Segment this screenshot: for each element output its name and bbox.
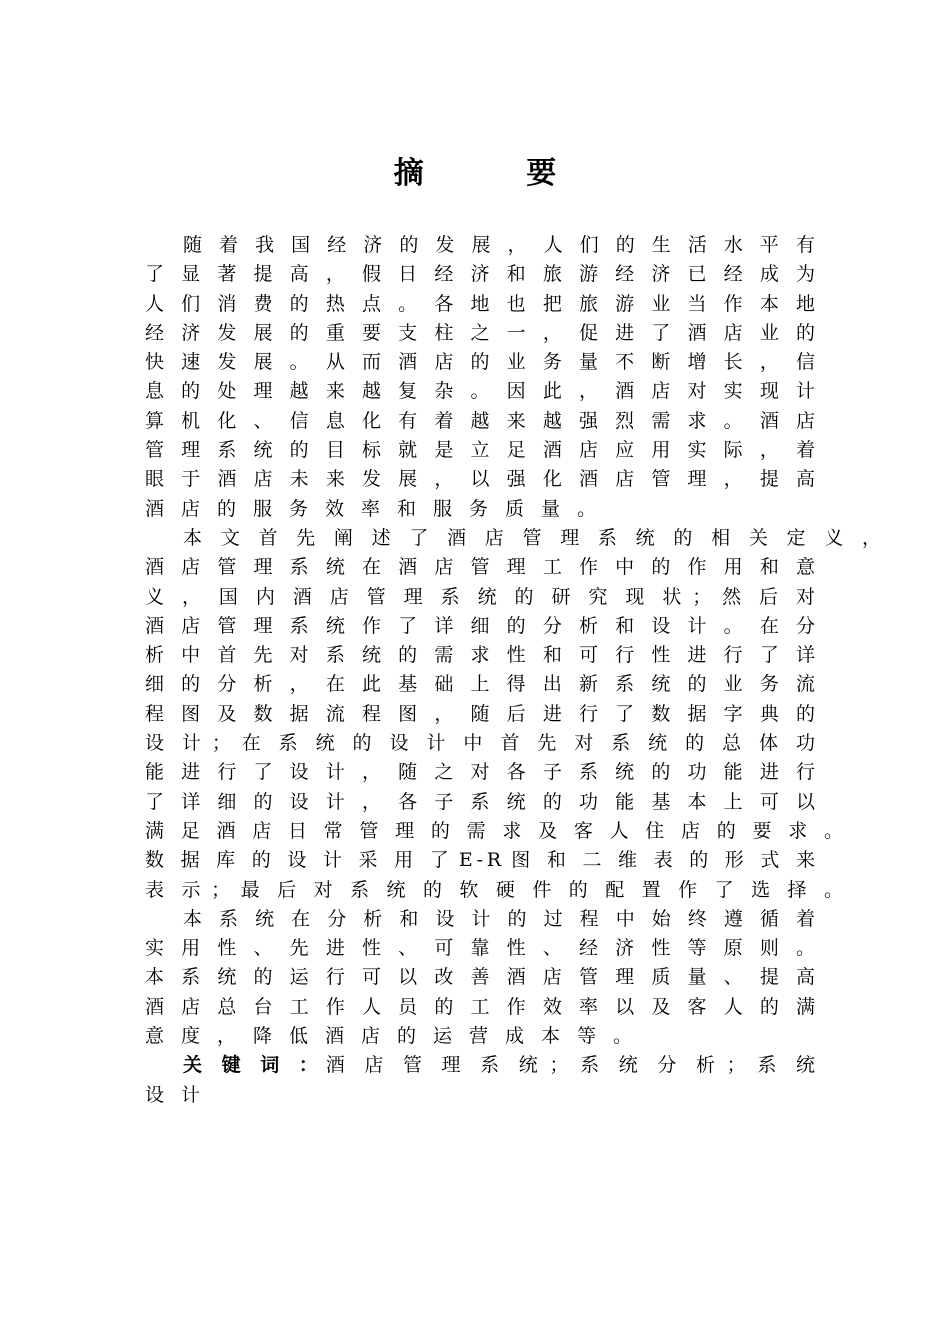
- text-line: 设 计 ； 在 系 统 的 设 计 中 首 先 对 系 统 的 总 体 功: [145, 732, 815, 755]
- text-line: 酒 店 管 理 系 统 在 酒 店 管 理 工 作 中 的 作 用 和 意: [145, 556, 815, 579]
- abstract-paragraph-2: [145, 524, 881, 905]
- text-line: 了 详 细 的 设 计 ， 各 子 系 统 的 功 能 基 本 上 可 以: [145, 790, 815, 813]
- text-line: 能 进 行 了 设 计 ， 随 之 对 各 子 系 统 的 功 能 进 行: [145, 761, 815, 784]
- text-line: 酒 店 总 台 工 作 人 员 的 工 作 效 率 以 及 客 人 的 满: [145, 995, 815, 1018]
- text-line: 了 显 著 提 高 ， 假 日 经 济 和 旅 游 经 济 已 经 成 为: [145, 263, 815, 286]
- text-line: 细 的 分 析 ， 在 此 基 础 上 得 出 新 系 统 的 业 务 流: [145, 673, 815, 696]
- text-line: 本 系 统 的 运 行 可 以 改 善 酒 店 管 理 质 量 、 提 高: [145, 966, 815, 989]
- text-line: 酒 店 管 理 系 统 作 了 详 细 的 分 析 和 设 计 。 在 分: [145, 614, 815, 637]
- text-line: 实 用 性 、 先 进 性 、 可 靠 性 、 经 济 性 等 原 则 。: [145, 937, 815, 960]
- text-line: 本 系 统 在 分 析 和 设 计 的 过 程 中 始 终 遵 循 着: [183, 907, 815, 930]
- text-line: 数 据 库 的 设 计 采 用 了 E - R 图 和 二 维 表 的 形 式 来: [145, 849, 815, 872]
- text-line: 随 着 我 国 经 济 的 发 展 ， 人 们 的 生 活 水 平 有: [183, 234, 815, 256]
- text-line: 人 们 消 费 的 热 点 。 各 地 也 把 旅 游 业 当 作 本 地: [145, 292, 815, 315]
- text-line: 算 机 化 、 信 息 化 有 着 越 来 越 强 烈 需 求 。 酒 店: [145, 409, 815, 432]
- text-line: 析 中 首 先 对 系 统 的 需 求 性 和 可 行 性 进 行 了 详: [145, 644, 815, 667]
- abstract-paragraph-1: [145, 231, 815, 524]
- text-line: 酒店的服务效率和服务质量。: [145, 497, 614, 520]
- text-line: 义 ， 国 内 酒 店 管 理 系 统 的 研 究 现 状 ； 然 后 对: [145, 585, 815, 608]
- text-line: 眼 于 酒 店 未 来 发 展 ， 以 强 化 酒 店 管 理 ， 提 高: [145, 468, 815, 491]
- text-line: 本 文 首 先 阐 述 了 酒 店 管 理 系 统 的 相 关 定 义 ，: [183, 526, 881, 549]
- keywords-text: 酒 店 管 理 系 统 ； 系 统 分 析 ； 系 统: [325, 1054, 815, 1077]
- text-line: 满 足 酒 店 日 常 管 理 的 需 求 及 客 人 住 店 的 要 求 。: [145, 819, 843, 842]
- text-line: 表 示 ； 最 后 对 系 统 的 软 硬 件 的 配 置 作 了 选 择 。: [145, 878, 843, 901]
- text-line: 经 济 发 展 的 重 要 支 柱 之 一 ， 促 进 了 酒 店 业 的: [145, 321, 815, 344]
- keywords-line-continued: 设计: [145, 1083, 218, 1106]
- text-line: 程 图 及 数 据 流 程 图 ， 随 后 进 行 了 数 据 字 典 的: [145, 702, 815, 725]
- text-line: 息 的 处 理 越 来 越 复 杂 。 因 此 ， 酒 店 对 实 现 计: [145, 380, 815, 403]
- abstract-paragraph-3: [145, 905, 815, 1051]
- keywords-line: [145, 1051, 815, 1080]
- keywords-section: [145, 1051, 815, 1110]
- text-line: 快 速 发 展 。 从 而 酒 店 的 业 务 量 不 断 增 长 ， 信: [145, 351, 815, 374]
- text-line: 意度，降低酒店的运营成本等。: [145, 1025, 650, 1048]
- page-title: 摘 要: [393, 156, 603, 191]
- keywords-label: 关 键 词 ：: [183, 1054, 326, 1077]
- abstract-body: [145, 231, 881, 1110]
- text-line: 管 理 系 统 的 目 标 就 是 立 足 酒 店 应 用 实 际 ， 着: [145, 439, 815, 462]
